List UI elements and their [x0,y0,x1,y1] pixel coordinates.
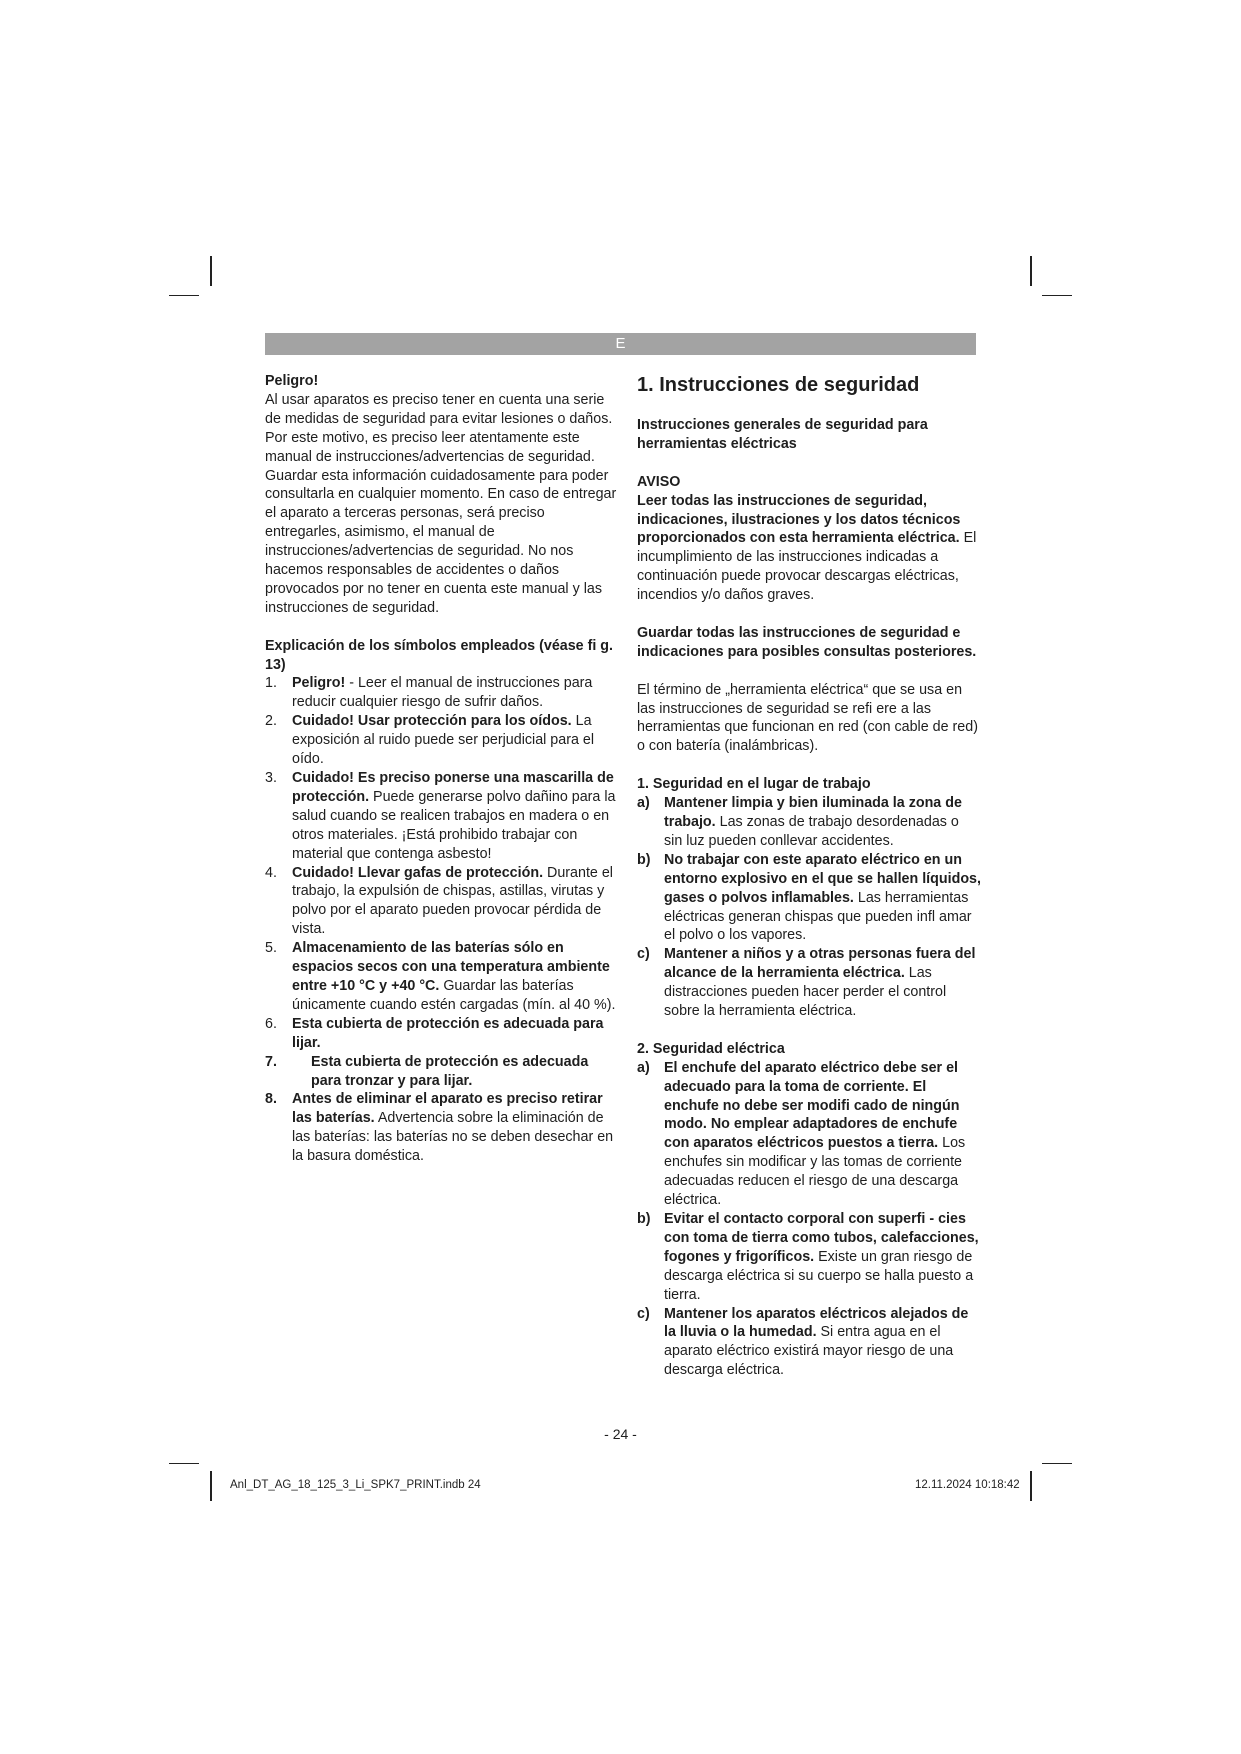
footer-datetime: 12.11.2024 10:18:42 [915,1479,1020,1491]
symbols-title: Explicación de los símbolos empleados (véase fi g. 13) [265,637,614,673]
list-item: 6. Esta cubierta de protección es adecuada para lijar. [265,1015,604,1051]
crop-mark-top-left-h [169,295,199,296]
crop-mark-bottom-left-v [210,1471,212,1501]
crop-mark-top-right-h [1042,295,1072,296]
section2-list [637,1059,981,1380]
list-item: a) El enchufe del aparato eléctrico debe ser el adecuado para la toma de corriente. El enchufe no debe ser modifi cado de ningún modo. No emplear adaptadores de enchufe con aparatos eléctricos puestos a tierra. Los enchufes sin modificar y las tomas de corriente adecuadas reducen el riesgo de una descarga eléctrica. [637,1059,966,1209]
section-letter: E [615,335,626,352]
list-item: a) Mantener limpia y bien iluminada la zona de trabajo. Las zonas de trabajo desordenadas o sin luz pueden conllevar accidentes. [637,795,962,849]
list-item: c) Mantener los aparatos eléctricos alejados de la lluvia o la humedad. Si entra agua en el aparato eléctrico existirá mayor riesgo de una descarga eléctrica. [637,1305,969,1379]
section-band [265,333,976,355]
footer-file: Anl_DT_AG_18_125_3_Li_SPK7_PRINT.indb 24 [230,1479,481,1491]
list-item: 8. Antes de eliminar el aparato es preciso retirar las baterías. Advertencia sobre la eliminación de las baterías: las baterías no se deben desechar en la basura doméstica. [265,1091,614,1165]
guardar-paragraph: Guardar todas las instrucciones de seguridad e indicaciones para posibles consultas posteriores. [637,624,977,660]
crop-mark-top-left-v [210,256,212,286]
symbols-list [265,674,622,1166]
crop-mark-bottom-right-h [1042,1463,1072,1464]
list-item: 1. Peligro! - Leer el manual de instrucciones para reducir cualquier riesgo de sufrir daños. [265,675,593,711]
section1-list [637,794,981,1021]
list-item: c) Mantener a niños y a otras personas fuera del alcance de la herramienta eléctrica. Las distracciones pueden hacer perder el control sobre la herramienta eléctrica. [637,946,976,1020]
crop-mark-top-right-v [1030,256,1032,286]
page-title: 1. Instrucciones de seguridad [637,374,920,396]
crop-mark-bottom-right-v [1030,1471,1032,1501]
list-item: b) Evitar el contacto corporal con superfi - cies con toma de tierra como tubos, calefacciones, fogones y frigoríficos. Existe un gran riesgo de descarga eléctrica si su cuerpo se halla puesto a tierra. [637,1210,979,1303]
section2-title: 2. Seguridad eléctrica [637,1040,785,1057]
section1-title: 1. Seguridad en el lugar de trabajo [637,776,871,793]
page-number: - 24 - [604,1426,637,1442]
list-item: 3. Cuidado! Es preciso ponerse una mascarilla de protección. Puede generarse polvo dañino para la salud cuando se realicen trabajos en madera o en otros materiales. ¡Está prohibido trabajar con material que contenga asbesto! [265,770,616,862]
crop-mark-bottom-left-h [169,1463,199,1464]
list-item: 2. Cuidado! Usar protección para los oídos. La exposición al ruido puede ser perjudicial para el oído. [265,713,595,768]
list-item: 4. Cuidado! Llevar gafas de protección. Durante el trabajo, la expulsión de chispas, astillas, virutas y polvo por el aparato pueden provocar pérdida de vista. [265,864,613,938]
right-column [637,372,981,1380]
aviso-label: AVISO [637,473,681,490]
left-column [265,372,622,1166]
list-item: 5. Almacenamiento de las baterías sólo en espacios secos con una temperatura ambiente entre +10 °C y +40 °C. Guardar las baterías únicamente cuando estén cargadas (mín. al 40 %). [265,940,616,1013]
subheading: Instrucciones generales de seguridad para herramientas eléctricas [637,417,928,452]
list-item: 7. Esta cubierta de protección es adecuada para tronzar y para lijar. [265,1053,589,1089]
list-item: b) No trabajar con este aparato eléctrico en un entorno explosivo en el que se hallen líquidos, gases o polvos inflamables. Las herramientas eléctricas generan chispas que pueden infl amar el polvo o los vapores. [637,851,981,944]
danger-text: Al usar aparatos es preciso tener en cuenta una serie de medidas de seguridad para evitar lesiones o daños. Por este motivo, es preciso leer atentamente este manual de instrucciones/advertencias de seguridad. Guardar esta información cuidadosamente para poder consultarla en cualquier momento. En caso de entregar el aparato a terceras personas, será preciso entregarles, asimismo, el manual de instrucciones/advertencias de seguridad. No nos hacemos responsables de accidentes o daños provocados por no tener en cuenta este manual y las instrucciones de seguridad. [265,391,617,616]
termino-paragraph: El término de „herramienta eléctrica“ que se usa en las instrucciones de seguridad se refi ere a las herramientas que funcionan en red (con cable de red) o con batería (inalámbricas). [637,681,978,755]
aviso-paragraph: Leer todas las instrucciones de seguridad, indicaciones, ilustraciones y los datos técnicos proporcionados con esta herramienta eléctrica. El incumplimiento de las instrucciones indicadas a continuación puede provocar descargas eléctricas, incendios y/o daños graves. [637,492,977,604]
danger-title: Peligro! [265,373,319,389]
